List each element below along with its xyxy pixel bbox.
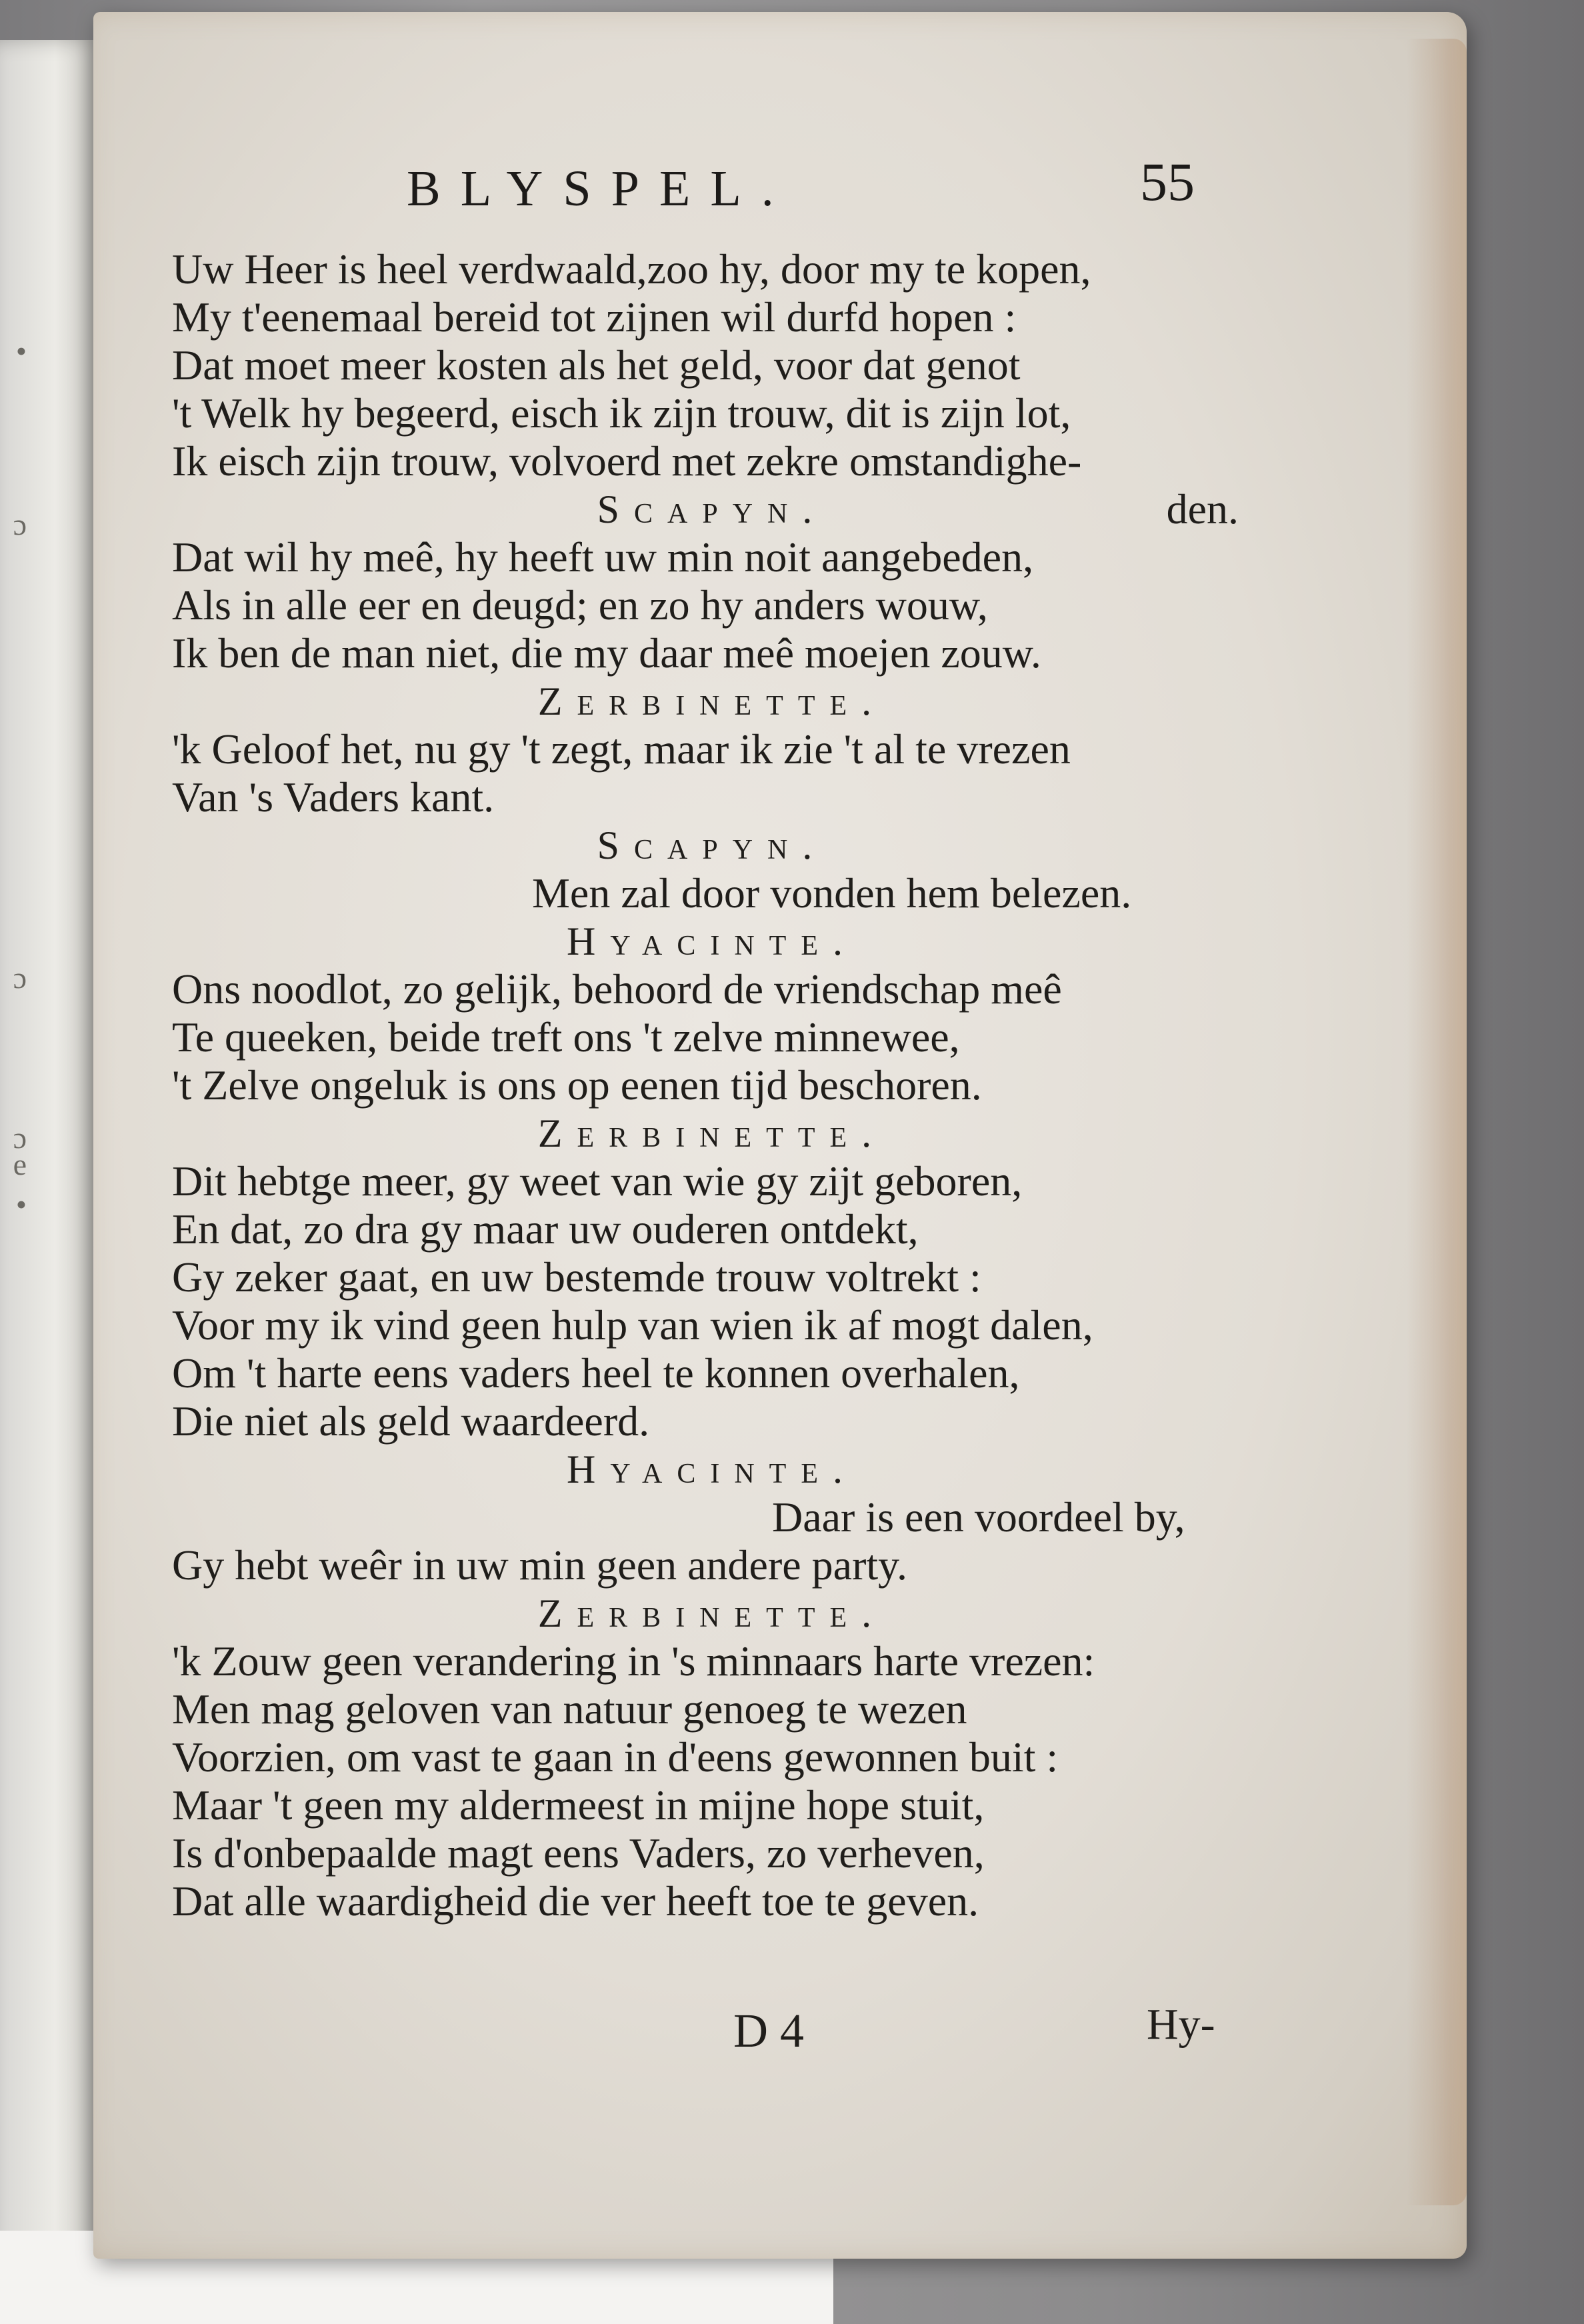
facing-page-glyph: ɔ [13,507,27,541]
verse-line: Maar 't geen my aldermeest in mijne hope stuit, [172,1781,985,1829]
verse-line: Van 's Vaders kant. [172,773,495,821]
verse-line: My t'eenemaal bereid tot zijnen wil durfd hopen : [172,293,1017,341]
verse-line: Dat alle waardigheid die ver heeft toe te geven. [172,1877,979,1925]
verse-line: Ik ben de man niet, die my daar meê moejen zouw. [172,629,1041,677]
speaker-heading-row [172,917,1252,965]
verse-line: En dat, zo dra gy maar uw ouderen ontdekt, [172,1205,919,1253]
verse-line: Men mag geloven van natuur genoeg te wezen [172,1685,967,1733]
speaker-name: Scapyn. [597,823,827,867]
facing-page-glyph: ɔ [13,1121,27,1155]
verse-line: Men zal door vonden hem belezen. [532,869,1132,917]
verse-line: Is d'onbepaalde magt eens Vaders, zo verheven, [172,1829,985,1877]
facing-page-glyph: • [15,1187,27,1221]
facing-page-glyph: e [13,1147,27,1181]
verse-line: 'k Geloof het, nu gy 't zegt, maar ik zie 't al te vrezen [172,725,1071,773]
speaker-heading-row [172,1445,1252,1493]
page-footer [733,2000,1267,2070]
speaker-name: Zerbinette. [537,1591,887,1635]
verse-line: Als in alle eer en deugd; en zo hy anders wouw, [172,581,988,629]
verse-line: Voor my ik vind geen hulp van wien ik af mogt dalen, [172,1301,1093,1349]
verse-line: Dat wil hy meê, hy heeft uw min noit aangebeden, [172,533,1034,581]
speaker-heading-row [172,1589,1252,1637]
carried-word: den. [1166,485,1239,533]
page-number: 55 [1140,151,1195,212]
facing-page-glyph: • [15,334,27,368]
speaker-name: Scapyn. [597,487,827,531]
verse-line: 'k Zouw geen verandering in 's minnaars harte vrezen: [172,1637,1095,1685]
verse-line: Voorzien, om vast te gaan in d'eens gewonnen buit : [172,1733,1059,1781]
verse-line: 't Zelve ongeluk is ons op eenen tijd beschoren. [172,1061,982,1109]
page-foxing-edge [1407,39,1467,2205]
verse-line: Die niet als geld waardeerd. [172,1397,650,1445]
facing-page-glyph: ɔ [13,961,27,995]
speaker-name: Zerbinette. [537,1111,887,1155]
speaker-name: Hyacinte. [567,1447,857,1491]
speaker-name: Zerbinette. [537,679,887,723]
verse-line: Daar is een voordeel by, [772,1493,1185,1541]
page-header [313,151,1247,233]
facing-page-edge [0,40,100,2324]
verse-line: Ik eisch zijn trouw, volvoerd met zekre omstandighe- [172,437,1082,485]
verse-line: Gy hebt weêr in uw min geen andere party. [172,1541,907,1589]
verse-line: Dat moet meer kosten als het geld, voor dat genot [172,341,1021,389]
signature-mark: D 4 [733,2004,804,2057]
speaker-heading-row [172,677,1252,725]
speaker-heading-row [172,1109,1252,1157]
running-title: BLYSPEL. [407,161,794,217]
catchword: Hy- [1147,2000,1215,2049]
play-text [172,245,1252,1925]
verse-line: Dit hebtge meer, gy weet van wie gy zijt geboren, [172,1157,1023,1205]
verse-line: Ons noodlot, zo gelijk, behoord de vriendschap meê [172,965,1062,1013]
speaker-heading-row [172,821,1252,869]
verse-line: Te queeken, beide treft ons 't zelve minnewee, [172,1013,960,1061]
verse-line: Gy zeker gaat, en uw bestemde trouw voltrekt : [172,1253,981,1301]
verse-line: Uw Heer is heel verdwaald,zoo hy, door my te kopen, [172,245,1091,293]
verse-line: 't Welk hy begeerd, eisch ik zijn trouw, dit is zijn lot, [172,389,1071,437]
speaker-name: Hyacinte. [567,919,857,963]
speaker-heading-row [172,485,1252,533]
verse-line: Om 't harte eens vaders heel te konnen overhalen, [172,1349,1020,1397]
